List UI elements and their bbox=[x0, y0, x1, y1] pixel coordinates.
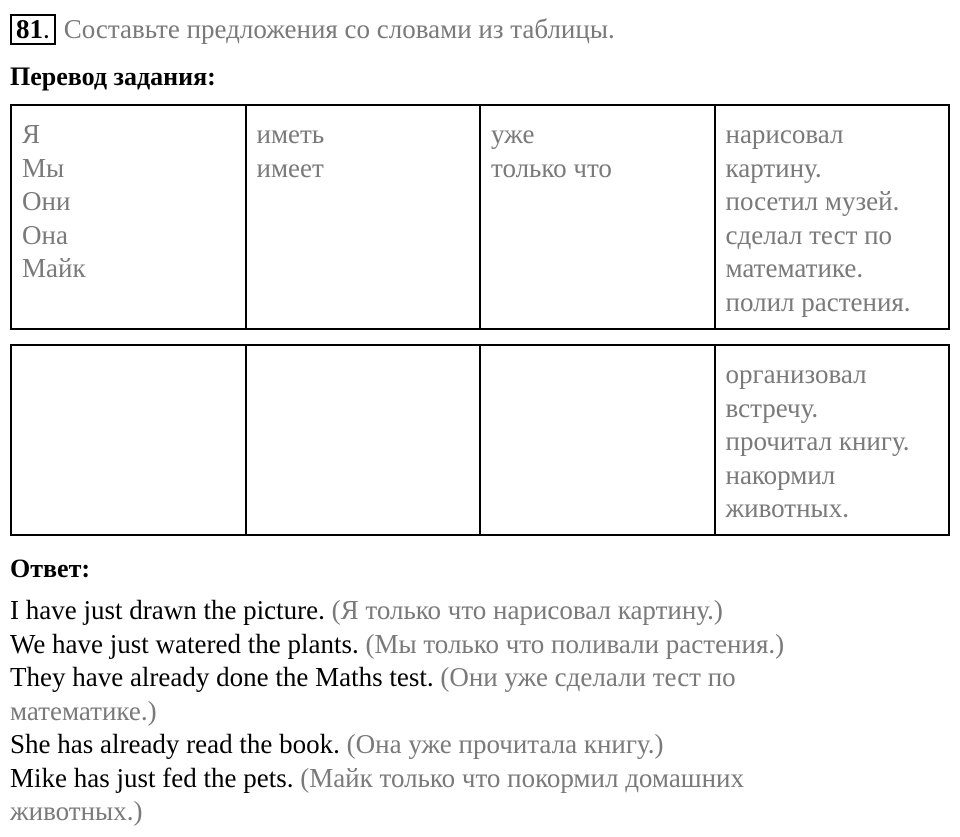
cell-line: Майк bbox=[22, 253, 86, 283]
cell-line: нарисовал bbox=[725, 119, 844, 149]
translation-table-1 bbox=[10, 104, 950, 330]
answer-line bbox=[10, 594, 940, 628]
answer-english: They have already done the Maths test. bbox=[10, 662, 434, 692]
answer-english: I have just drawn the picture. bbox=[10, 595, 325, 625]
cell-line: иметь bbox=[256, 119, 325, 149]
cell-line: животных. bbox=[725, 493, 849, 523]
answer-english: Mike has just fed the pets. bbox=[10, 762, 294, 793]
answer-translation: (Мы только что поливали растения.) bbox=[365, 628, 785, 659]
cell-line: Они bbox=[22, 186, 71, 216]
table1-col-adverbs bbox=[480, 105, 715, 329]
cell-line: картину. bbox=[725, 152, 822, 183]
cell-line: Мы bbox=[22, 152, 65, 183]
answer-english: We have just watered the plants. bbox=[10, 628, 359, 659]
exercise-number: 81 bbox=[16, 14, 43, 44]
answer-line bbox=[10, 795, 940, 829]
answer-line bbox=[10, 628, 940, 662]
translation-title: Перевод задания: bbox=[10, 62, 216, 91]
cell-line: организовал bbox=[725, 359, 867, 389]
cell-line: Она bbox=[22, 219, 68, 250]
cell-line: уже bbox=[491, 119, 535, 149]
cell-line: встречу. bbox=[725, 392, 819, 423]
answer-translation: (Я только что нарисовал картину.) bbox=[331, 595, 723, 625]
answer-english: She has already read the book. bbox=[10, 729, 340, 759]
exercise-number-dot: . bbox=[43, 14, 50, 44]
cell-line: полил растения. bbox=[725, 286, 911, 317]
answer-line bbox=[10, 695, 940, 729]
table2-col-2 bbox=[246, 345, 481, 535]
answer-line bbox=[10, 728, 940, 762]
cell-line: накормил bbox=[725, 459, 836, 490]
exercise-number-box bbox=[10, 14, 56, 45]
table1-col-subjects bbox=[11, 105, 246, 329]
answer-title: Ответ: bbox=[10, 554, 91, 583]
answer-line bbox=[10, 762, 940, 796]
table2-col-3 bbox=[480, 345, 715, 535]
answer-translation: математике.) bbox=[10, 695, 157, 726]
answer-translation: (Майк только что покормил домашних bbox=[300, 762, 744, 793]
cell-line: прочитал книгу. bbox=[725, 426, 910, 456]
exercise-instruction: Составьте предложения со словами из таблицы. bbox=[63, 14, 615, 44]
cell-line: математике. bbox=[725, 253, 864, 283]
table2-col-actions bbox=[715, 345, 950, 535]
answer-translation: (Она уже прочитала книгу.) bbox=[346, 729, 664, 759]
answer-list bbox=[10, 594, 940, 829]
answer-translation: животных.) bbox=[10, 796, 143, 826]
cell-line: сделал тест по bbox=[725, 219, 893, 250]
cell-line: Я bbox=[22, 119, 41, 149]
cell-line: имеет bbox=[256, 152, 324, 183]
exercise-header bbox=[10, 12, 615, 46]
cell-line: посетил музей. bbox=[725, 186, 900, 216]
answer-line bbox=[10, 661, 940, 695]
translation-table-2 bbox=[10, 344, 950, 536]
table2-col-1 bbox=[11, 345, 246, 535]
answer-translation: (Они уже сделали тест по bbox=[440, 662, 736, 692]
table1-col-actions bbox=[715, 105, 950, 329]
cell-line: только что bbox=[491, 152, 612, 183]
table1-col-verbs bbox=[246, 105, 481, 329]
